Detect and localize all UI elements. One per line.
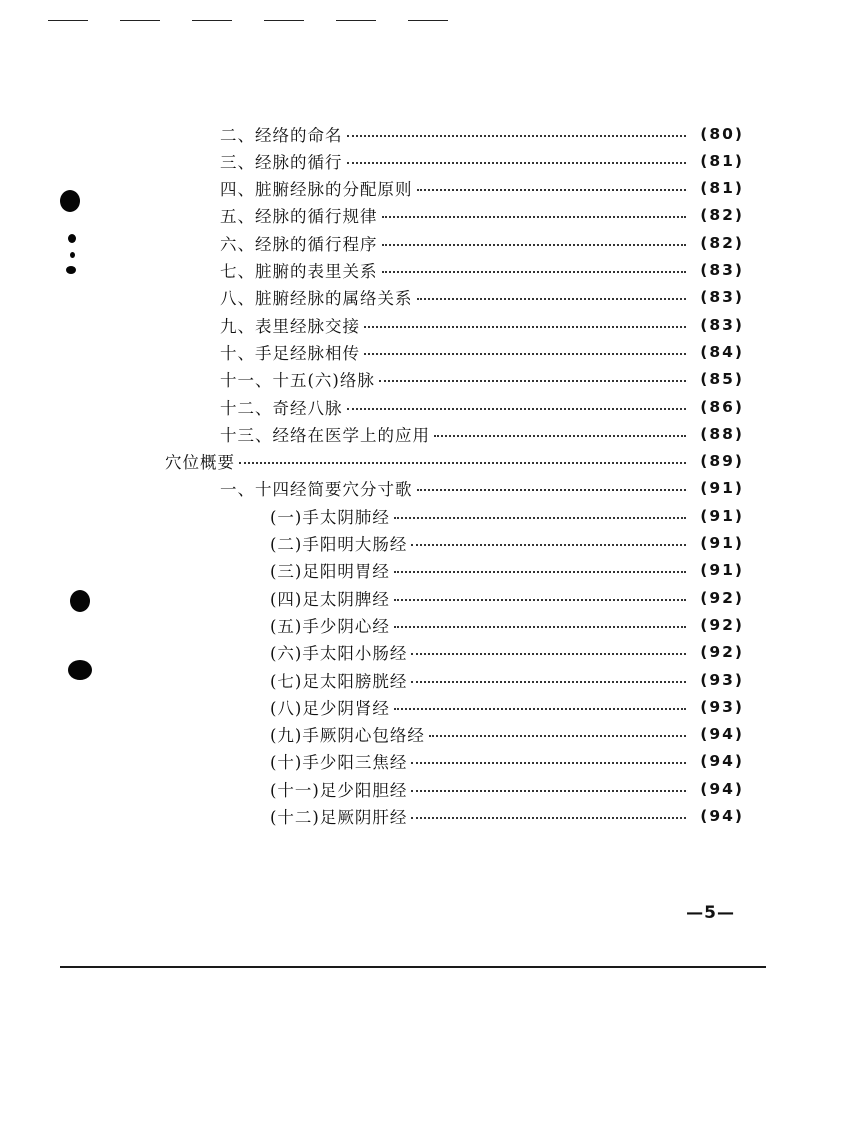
toc-entry-title: (十二)足厥阴肝经 (270, 808, 408, 827)
toc-entry-page: (94) (700, 807, 744, 825)
toc-entry-page: (91) (700, 479, 744, 498)
toc-entry-title: 八、脏腑经脉的属络关系 (220, 289, 413, 309)
toc-entry-page: (92) (700, 643, 744, 662)
toc-entry (220, 229, 744, 256)
toc-entry-title: 十二、奇经八脉 (220, 398, 343, 418)
page-number: —5— (686, 903, 735, 923)
toc-entry-title: (五)手少阴心经 (270, 616, 390, 636)
dot-leader (411, 790, 686, 792)
dot-leader (347, 408, 687, 410)
toc-entry-title: (一)手太阴肺经 (270, 507, 390, 527)
ink-blot (70, 252, 75, 258)
dot-leader (417, 489, 687, 491)
toc-entry-title: 九、表里经脉交接 (220, 316, 360, 336)
dot-leader (417, 298, 687, 300)
toc-entry-page: (83) (700, 288, 744, 307)
toc-entry-page: (93) (700, 697, 744, 716)
dot-leader (411, 762, 686, 764)
toc-entry (220, 393, 744, 420)
toc-entry-page: (91) (700, 506, 744, 525)
dot-leader (364, 326, 686, 328)
toc-entry-page: (94) (700, 779, 744, 798)
dot-leader (347, 162, 687, 164)
toc-entry-title: (九)手厥阴心包络经 (270, 726, 425, 746)
ink-blot (68, 234, 76, 243)
toc-entry (270, 666, 744, 693)
dot-leader (411, 681, 686, 683)
toc-entry-page: (89) (700, 452, 744, 471)
toc-entry-title: (七)足太阳膀胱经 (270, 671, 408, 691)
bottom-rule (60, 966, 766, 968)
toc-entry (220, 284, 744, 311)
toc-entry (270, 557, 744, 584)
toc-entry (270, 639, 744, 666)
dot-leader (411, 544, 686, 546)
toc-entry-page: (91) (700, 534, 744, 552)
dot-leader (411, 817, 686, 819)
toc-entry (165, 448, 744, 475)
toc-entry-page: (82) (700, 206, 744, 225)
dot-leader (382, 271, 687, 273)
toc-entry (220, 366, 744, 393)
toc-entry-title: 七、脏腑的表里关系 (220, 262, 378, 281)
dot-leader (382, 244, 687, 246)
toc-entry (270, 502, 744, 529)
dot-leader (394, 708, 686, 710)
toc-entry (220, 147, 744, 174)
ink-blot (70, 590, 90, 612)
dot-leader (379, 380, 686, 382)
toc-entry-title: 四、脏腑经脉的分配原则 (220, 180, 413, 200)
toc-entry (270, 530, 744, 557)
toc-entry-page: (81) (700, 179, 744, 198)
toc-entry (220, 120, 744, 147)
toc-entry-title: (八)足少阴肾经 (270, 698, 390, 718)
toc-entry-page: (83) (700, 315, 744, 334)
toc-entry-page: (84) (700, 342, 744, 361)
dot-leader (417, 189, 687, 191)
dot-leader (347, 135, 687, 137)
toc-entry (270, 584, 744, 611)
dot-leader (394, 599, 686, 601)
dot-leader (364, 353, 686, 355)
toc-entry-title: (十一)足少阳胆经 (270, 780, 408, 800)
toc-entry-title: (四)足太阴脾经 (270, 589, 390, 609)
dot-leader (382, 216, 687, 218)
toc-entry-page: (81) (700, 151, 744, 170)
toc-entry-title: 十一、十五(六)络脉 (220, 371, 375, 391)
toc-entry (220, 311, 744, 338)
ink-blot (66, 266, 76, 274)
toc-entry (270, 693, 744, 720)
toc-entry-page: (92) (700, 588, 744, 607)
toc-entry (220, 338, 744, 365)
toc-entry-page: (92) (700, 615, 744, 634)
toc-entry (270, 775, 744, 802)
dot-leader (429, 735, 686, 737)
toc-entry-page: (93) (700, 670, 744, 689)
toc-entry (220, 257, 744, 284)
toc-entry-page: (88) (700, 424, 744, 443)
toc-entry-title: 二、经络的命名 (220, 125, 343, 145)
toc-entry-title: 三、经脉的循行 (220, 152, 343, 172)
toc-entry (270, 721, 744, 748)
toc-entry-page: (94) (700, 752, 744, 771)
toc-entry-page: (85) (700, 370, 744, 389)
toc-entry (270, 803, 744, 830)
toc-entry (220, 175, 744, 202)
toc-entry-title: (十)手少阳三焦经 (270, 753, 408, 773)
toc-entry-title: 穴位概要 (165, 453, 235, 473)
toc-entry-page: (86) (700, 397, 744, 416)
toc-entry-title: 一、十四经简要穴分寸歌 (220, 480, 413, 500)
toc-entry (270, 611, 744, 638)
toc-entry-title: 六、经脉的循行程序 (220, 234, 378, 254)
toc-entry-title: (二)手阳明大肠经 (270, 535, 408, 554)
toc-entry-title: (六)手太阳小肠经 (270, 644, 408, 664)
toc-entry-title: 十、手足经脉相传 (220, 343, 360, 363)
toc-entry-title: (三)足阳明胃经 (270, 562, 390, 582)
dot-leader (394, 571, 686, 573)
toc-entry-page: (94) (700, 725, 744, 744)
dot-leader (411, 653, 686, 655)
dot-leader (394, 517, 686, 519)
ink-blot (60, 190, 80, 212)
ink-blot (68, 660, 92, 680)
dot-leader (394, 626, 686, 628)
dot-leader (239, 462, 686, 464)
toc-entry (220, 420, 744, 447)
toc-entry-page: (91) (700, 561, 744, 580)
toc-entry-page: (80) (700, 124, 744, 143)
toc-entry-title: 五、经脉的循行规律 (220, 207, 378, 227)
toc-entry (220, 475, 744, 502)
toc-entry (270, 748, 744, 775)
toc-entry-page: (83) (700, 261, 744, 279)
toc-entry-title: 十三、经络在医学上的应用 (220, 425, 430, 445)
dot-leader (434, 435, 686, 437)
toc-entry-page: (82) (700, 233, 744, 252)
toc-entry (220, 202, 744, 229)
